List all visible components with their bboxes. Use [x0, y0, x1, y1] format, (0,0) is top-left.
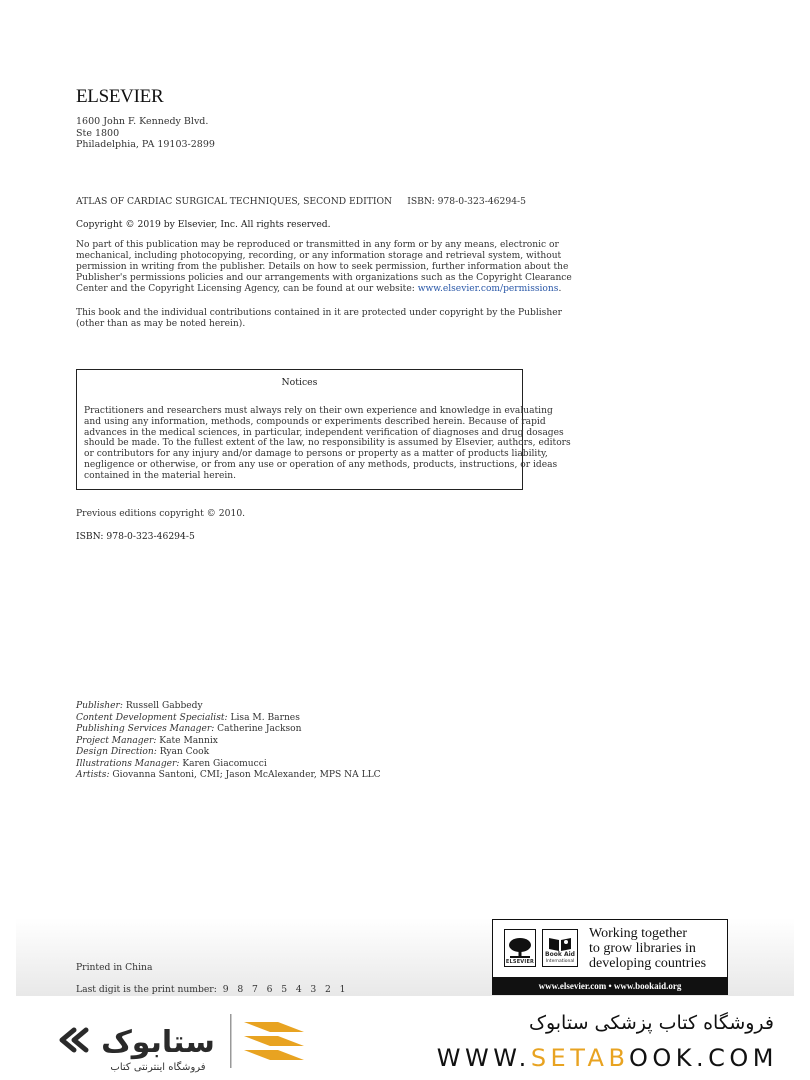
protection-paragraph — [76, 308, 562, 330]
book-title: ATLAS OF CARDIAC SURGICAL TECHNIQUES, SECOND EDITION — [76, 196, 393, 207]
address-line: 1600 John F. Kennedy Blvd. — [76, 116, 209, 127]
notices-line: or contributors for any injury and/or damage to persons or property as a matter of products liability, — [84, 449, 548, 460]
protection-line: This book and the individual contributions contained in it are protected under copyright by the Publisher — [76, 308, 562, 318]
store-name: فروشگاه کتاب پزشکی ستابوک — [528, 1012, 774, 1034]
book-aid-banner — [492, 919, 728, 995]
isbn-body: ISBN: 978-0-323-46294-5 — [76, 531, 195, 542]
permissions-line: No part of this publication may be reproduced or transmitted in any form or by any means, electronic or — [76, 240, 559, 250]
logo-wordmark: ستابوک — [101, 1025, 215, 1060]
title-isbn-line — [76, 196, 526, 207]
elsevier-logo: ELSEVIER — [76, 86, 164, 107]
notices-line: contained in the material herein. — [84, 470, 236, 481]
print-digits: 9 8 7 6 5 4 3 2 1 — [222, 984, 346, 995]
notices-line: should be made. To the fullest extent of the law, no responsibility is assumed by Elsevier, authors, editors — [84, 438, 571, 449]
credit-line: Publisher: Russell Gabbedy — [76, 701, 203, 711]
notices-line: advances in the medical sciences, in particular, independent verification of diagnoses and drug dosages — [84, 427, 564, 438]
book-aid-icon — [547, 936, 573, 952]
logo-subtitle: فروشگاه اینترنتی کتاب — [110, 1062, 206, 1073]
permissions-paragraph — [76, 240, 572, 295]
tree-icon — [507, 937, 533, 959]
book-aid-tagline: Working together to grow libraries in developing countries — [589, 926, 707, 971]
credit-line: Content Development Specialist: Lisa M. Barnes — [76, 712, 300, 723]
credit-line: Publishing Services Manager: Catherine Jackson — [76, 724, 302, 734]
book-aid-urls: www.elsevier.com • www.bookaid.org — [493, 977, 727, 994]
setabook-footer — [0, 1000, 810, 1080]
notices-line: Practitioners and researchers must always rely on their own experience and knowledge in evaluating — [84, 406, 553, 416]
credit-line: Project Manager: Kate Mannix — [76, 735, 218, 746]
permissions-line: mechanical, including photocopying, recording, or any information storage and retrieval system, without — [76, 251, 562, 261]
notices-title: Notices — [281, 377, 318, 388]
notices-body — [84, 406, 571, 482]
setabook-logo — [58, 1006, 318, 1074]
print-number-line: Last digit is the print number: 9 8 7 6 5 4 3 2 1 — [76, 984, 346, 995]
notices-box — [76, 369, 571, 490]
address-line: Ste 1800 — [76, 127, 120, 139]
credits-list — [76, 701, 381, 782]
publisher-address — [76, 116, 215, 151]
copyright-notice: Copyright © 2019 by Elsevier, Inc. All rights reserved. — [76, 219, 331, 230]
elsevier-tree-logo: ELSEVIER — [504, 929, 536, 967]
previous-editions: Previous editions copyright © 2010. — [76, 508, 246, 519]
store-url[interactable]: WWW.SETABOOK.COM — [436, 1044, 778, 1072]
isbn-header: ISBN: 978-0-323-46294-5 — [407, 196, 526, 207]
credit-line: Artists: Giovanna Santoni, CMI; Jason McAlexander, MPS NA LLC — [76, 770, 381, 780]
permissions-line: Center and the Copyright Licensing Agency, can be found at our website: www.elsevier.com/permissions. — [76, 284, 562, 294]
setabook-logo-graphic — [58, 1006, 318, 1074]
protection-line: (other than as may be noted herein). — [76, 319, 246, 329]
notices-line: and using any information, methods, compounds or experiments described herein. Because of rapid — [84, 416, 546, 427]
notices-line: negligence or otherwise, or from any use or operation of any methods, products, instructions, or ideas — [84, 459, 558, 470]
printed-in: Printed in China — [76, 962, 153, 973]
credit-line: Design Direction: Ryan Cook — [76, 747, 210, 757]
address-line: Philadelphia, PA 19103-2899 — [76, 139, 215, 150]
permissions-line: permission in writing from the publisher. Details on how to seek permission, further information about the — [76, 262, 569, 272]
permissions-line: Publisher's permissions policies and our arrangements with organizations such as the Copyright Clearance — [76, 273, 572, 283]
permissions-link[interactable]: www.elsevier.com/permissions — [417, 284, 559, 294]
credit-line: Illustrations Manager: Karen Giacomucci — [76, 758, 267, 769]
book-aid-logo: Book Aid International — [542, 929, 578, 967]
